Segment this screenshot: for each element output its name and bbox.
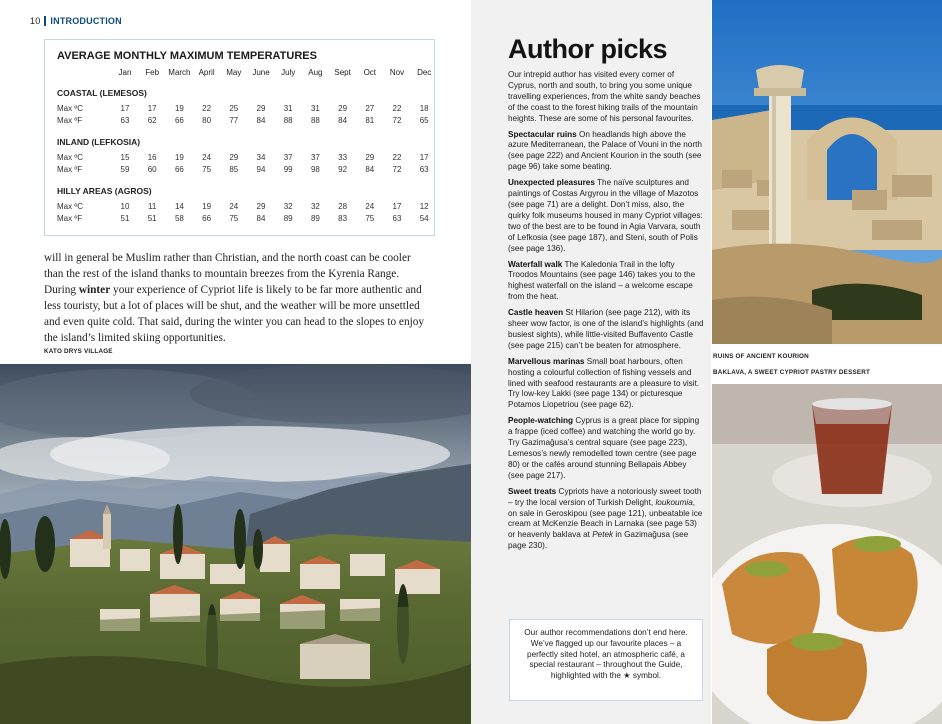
body-line: will in general be Muslim rather than Christian, and the north coast can be cooler xyxy=(44,252,411,264)
pick-heading: Waterfall walk xyxy=(508,259,563,269)
temperature-cell: 58 xyxy=(174,214,184,223)
temperature-cell: 88 xyxy=(283,116,293,125)
temperature-cell: 84 xyxy=(365,165,375,174)
temperature-cell: 72 xyxy=(392,116,402,125)
month-label: April xyxy=(198,68,215,77)
temperature-row-label: Max ºF xyxy=(57,116,83,125)
pick-item xyxy=(508,487,704,552)
temperature-cell: 37 xyxy=(310,153,320,162)
temperature-cell: 84 xyxy=(256,214,266,223)
month-header-row xyxy=(45,68,434,80)
temperature-cell: 18 xyxy=(419,104,429,113)
temperature-cell: 83 xyxy=(338,214,348,223)
section-title: INTRODUCTION xyxy=(50,16,122,26)
body-line: and even quite cold. That said, during the winter you can head to the slopes to enjoy xyxy=(44,316,425,328)
pick-italic: Petek xyxy=(592,530,614,540)
month-label: Aug xyxy=(308,68,323,77)
temperature-cell: 31 xyxy=(310,104,320,113)
month-label: Jan xyxy=(118,68,132,77)
body-line: your experience of Cypriot life is likely to be far more authentic and xyxy=(110,284,422,296)
body-paragraph xyxy=(44,250,434,346)
temperature-cell: 24 xyxy=(202,153,212,162)
month-label: March xyxy=(168,68,191,77)
pick-item xyxy=(508,416,704,481)
temperature-cell: 29 xyxy=(229,153,239,162)
temperature-cell: 19 xyxy=(202,202,212,211)
author-picks-panel xyxy=(471,0,711,724)
body-line: than the rest of the island thanks to mountain breezes from the Kyrenia Range. xyxy=(44,268,400,280)
temperature-section-title: HILLY AREAS (AGROS) xyxy=(57,186,152,196)
temperature-cell: 72 xyxy=(392,165,402,174)
temperature-row-label: Max ºC xyxy=(57,104,84,113)
temperature-cell: 99 xyxy=(283,165,293,174)
pick-text: , on sale in Geroskipou (see page 121), unbeatable ice cream at McKenzie Beach in Larnaka (see page 53) or heavenly baklava at xyxy=(508,497,703,540)
temperature-cell: 66 xyxy=(202,214,212,223)
temperature-section-title: COASTAL (LEMESOS) xyxy=(57,88,147,98)
temperature-cell: 17 xyxy=(392,202,402,211)
temperature-cell: 29 xyxy=(338,104,348,113)
temperature-cell: 63 xyxy=(392,214,402,223)
page-number: 10 xyxy=(30,16,41,26)
baklava-photo xyxy=(712,384,942,724)
month-label: July xyxy=(281,68,296,77)
author-picks-intro: Our intrepid author has visited every corner of Cyprus, north and south, to bring you some unique travelling experiences, from the white sandy beaches of the coast to the forest hiking trails of the mountain heights. These are some of his personal favourites. xyxy=(508,70,701,123)
temperature-table-title: AVERAGE MONTHLY MAXIMUM TEMPERATURES xyxy=(57,50,317,62)
body-line: During xyxy=(44,284,79,296)
temperature-cell: 63 xyxy=(120,116,130,125)
temperature-cell: 66 xyxy=(174,116,184,125)
temperature-cell: 92 xyxy=(338,165,348,174)
baklava-caption: BAKLAVA, A SWEET CYPRIOT PASTRY DESSERT xyxy=(713,369,871,376)
temperature-row-label: Max ºF xyxy=(57,214,83,223)
pick-item xyxy=(508,178,704,254)
temperature-cell: 66 xyxy=(174,165,184,174)
pick-heading: Castle heaven xyxy=(508,308,564,318)
temperature-cell: 54 xyxy=(419,214,429,223)
temperature-cell: 15 xyxy=(120,153,130,162)
body-line: the island’s limited skiing opportunities. xyxy=(44,332,226,344)
temperature-cell: 33 xyxy=(338,153,348,162)
village-caption: KATO DRYS VILLAGE xyxy=(44,348,113,355)
pick-item xyxy=(508,357,704,412)
temperature-cell: 37 xyxy=(283,153,293,162)
month-label: Dec xyxy=(417,68,432,77)
temperature-cell: 31 xyxy=(283,104,293,113)
pick-item xyxy=(508,308,704,352)
pick-text: Cyprus is a great place for sipping a frappe (iced coffee) and watching the world go by. Try Gazimağusa’s central square (see page 223), Lemesos’s newly remodelled town centre (see page 80) or the cafés around stunning Bellapais Abbey (see page 217). xyxy=(508,416,700,480)
temperature-cell: 60 xyxy=(147,165,157,174)
temperature-cell: 29 xyxy=(365,153,375,162)
temperature-cell: 22 xyxy=(392,153,402,162)
temperature-cell: 98 xyxy=(310,165,320,174)
temperature-cell: 81 xyxy=(365,116,375,125)
temperature-cell: 19 xyxy=(174,104,184,113)
pick-heading: Unexpected pleasures xyxy=(508,178,595,188)
ruins-photo xyxy=(712,0,942,344)
temperature-cell: 75 xyxy=(229,214,239,223)
temperature-cell: 88 xyxy=(310,116,320,125)
temperature-cell: 84 xyxy=(338,116,348,125)
pick-item xyxy=(508,130,704,174)
pick-item xyxy=(508,260,704,304)
temperature-cell: 29 xyxy=(256,202,266,211)
temperature-cell: 25 xyxy=(229,104,239,113)
temperature-cell: 14 xyxy=(174,202,184,211)
temperature-cell: 63 xyxy=(419,165,429,174)
temperature-cell: 75 xyxy=(365,214,375,223)
temperature-cell: 16 xyxy=(147,153,157,162)
body-emphasis: winter xyxy=(78,284,111,296)
star-icon: ★ xyxy=(623,671,631,681)
ruins-caption: RUINS OF ANCIENT KOURION xyxy=(713,353,809,360)
village-photo xyxy=(0,364,471,724)
author-picks-title: Author picks xyxy=(508,34,668,64)
temperature-cell: 22 xyxy=(202,104,212,113)
temperature-cell: 62 xyxy=(147,116,157,125)
temperature-cell: 34 xyxy=(256,153,266,162)
temperature-cell: 89 xyxy=(283,214,293,223)
temperature-cell: 94 xyxy=(256,165,266,174)
temperature-cell: 24 xyxy=(229,202,239,211)
temperature-cell: 89 xyxy=(310,214,320,223)
temperature-section-title: INLAND (LEFKOSIA) xyxy=(57,137,141,147)
temperature-cell: 12 xyxy=(419,202,429,211)
pick-text: Small boat harbours, often hosting a colourful collection of fishing vessels and lined with seafood restaurants are a pleasure to visit. Try low-key Lakki (see page 134) or picturesque Potamos Liopetriou (see page 62). xyxy=(508,356,700,410)
header-divider xyxy=(44,16,46,26)
pick-heading: Marvellous marinas xyxy=(508,356,585,366)
temperature-cell: 17 xyxy=(147,104,157,113)
pick-heading: People-watching xyxy=(508,416,574,426)
temperature-row-label: Max ºC xyxy=(57,202,84,211)
pick-text: in Gazimağusa (see page 230). xyxy=(508,530,689,551)
pick-text: The naïve sculptures and paintings of Costas Argyrou in the village of Mazotos (see page 71) are a delight. Don’t miss, also, the quirky folk museums housed in many Cypriot villages: two of the best are to be found in Agia Varvara, south of Lefkosia (see page 187), and Steni, south of Polis (see page 136). xyxy=(508,178,703,253)
temperature-cell: 51 xyxy=(120,214,130,223)
temperature-cell: 59 xyxy=(120,165,130,174)
temperature-cell: 32 xyxy=(283,202,293,211)
temperature-cell: 22 xyxy=(392,104,402,113)
pick-text: The Kaledonia Trail in the lofty Troodos Mountains (see page 146) takes you to the highest waterfall on the island – a welcome escape from the heat. xyxy=(508,259,696,302)
temperature-cell: 77 xyxy=(229,116,239,125)
temperature-cell: 75 xyxy=(202,165,212,174)
temperature-cell: 32 xyxy=(310,202,320,211)
page-header xyxy=(30,16,122,26)
temperature-cell: 80 xyxy=(202,116,212,125)
pick-heading: Spectacular ruins xyxy=(508,129,577,139)
month-label: Sept xyxy=(334,68,351,77)
temperature-cell: 11 xyxy=(148,202,157,211)
month-label: Nov xyxy=(389,68,405,77)
temperature-cell: 19 xyxy=(174,153,184,162)
temperature-cell: 24 xyxy=(365,202,375,211)
temperature-cell: 17 xyxy=(419,153,429,162)
temperature-cell: 51 xyxy=(147,214,157,223)
temperature-cell: 85 xyxy=(229,165,239,174)
recommendation-text-end: symbol. xyxy=(630,671,662,681)
month-label: June xyxy=(252,68,270,77)
temperature-cell: 17 xyxy=(120,104,130,113)
month-label: May xyxy=(226,68,242,77)
temperature-cell: 27 xyxy=(365,104,375,113)
month-label: Oct xyxy=(363,68,377,77)
temperature-cell: 29 xyxy=(256,104,266,113)
pick-text: St Hilarion (see page 212), with its sheer wow factor, is one of the island’s highlights (and busiest sights), while little-visited Buffavento Castle (see page 215) can’t be beaten for atmosphere. xyxy=(508,308,704,350)
pick-italic: loukoumia xyxy=(655,497,693,507)
temperature-cell: 84 xyxy=(256,116,266,125)
temperature-cell: 65 xyxy=(419,116,429,125)
temperature-cell: 28 xyxy=(338,202,348,211)
temperature-row-label: Max ºC xyxy=(57,153,84,162)
recommendation-note xyxy=(509,619,703,701)
month-label: Feb xyxy=(145,68,160,77)
temperature-cell: 10 xyxy=(120,202,130,211)
pick-text: Cypriots have a notoriously sweet tooth – try the local version of Turkish Delight, xyxy=(508,486,702,507)
temperature-row-label: Max ºF xyxy=(57,165,83,174)
pick-text: On headlands high above the azure Mediterranean, the Palace of Vouni in the north (see page 222) and Ancient Kourion in the south (see page 96) take some beating. xyxy=(508,129,702,172)
recommendation-text: Our author recommendations don’t end here. We’ve flagged up our favourite places – a perfectly sited hotel, an atmospheric café, a special restaurant – throughout the Guide, highlighted with the xyxy=(524,628,688,681)
pick-heading: Sweet treats xyxy=(508,486,557,496)
temperature-table xyxy=(44,39,435,236)
body-line: less touristy, but a lot of places will be shut, and the weather will be more unsettled xyxy=(44,300,420,312)
author-picks-text xyxy=(508,70,704,557)
